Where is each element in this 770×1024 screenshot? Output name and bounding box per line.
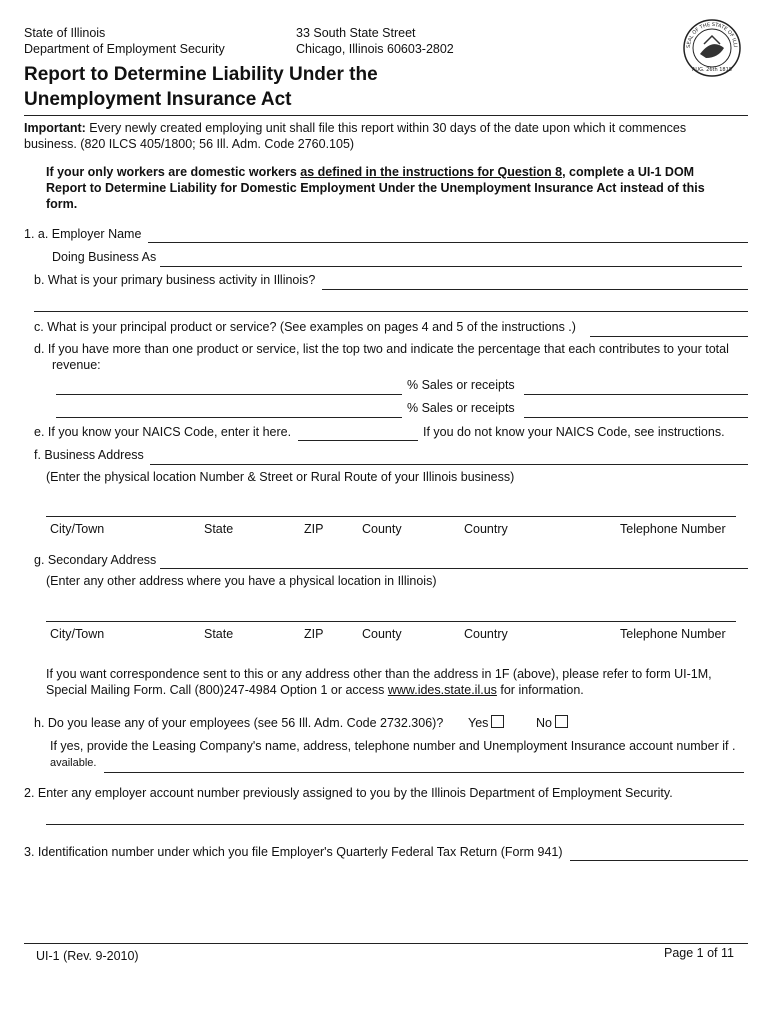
dba-label: Doing Business As — [52, 250, 157, 264]
yes-checkbox[interactable] — [491, 715, 504, 728]
no-checkbox[interactable] — [555, 715, 568, 728]
dba-field[interactable] — [160, 266, 742, 267]
page-title-line1: Report to Determine Liability Under the — [24, 64, 378, 85]
col2-telephone: Telephone Number — [620, 627, 726, 641]
domestic-note-line3: form. — [46, 197, 78, 211]
ides-website-link[interactable]: www.ides.state.il.us — [387, 683, 497, 697]
sales-2-field[interactable] — [524, 417, 748, 418]
business-address-field[interactable] — [150, 464, 748, 465]
employer-name-field[interactable] — [148, 242, 748, 243]
agency-state: State of Illinois — [24, 26, 106, 40]
leasing-company-field[interactable] — [104, 772, 744, 773]
secondary-address-label: g. Secondary Address — [34, 553, 157, 567]
lease-employees-label: h. Do you lease any of your employees (see 56 Ill. Adm. Code 2732.306)? — [34, 716, 444, 730]
col-state: State — [204, 522, 234, 536]
principal-product-label: c. What is your principal product or service? (See examples on pages 4 and 5 of the instructions .) — [34, 320, 576, 334]
prior-account-field[interactable] — [46, 824, 744, 825]
agency-department: Department of Employment Security — [24, 42, 225, 56]
important-line1: Important: Every newly created employing unit shall file this report within 30 days of the date upon which it commences — [24, 121, 687, 135]
leasing-note-line2: available. — [50, 757, 97, 769]
secondary-address-note: (Enter any other address where you have a physical location in Illinois) — [46, 574, 437, 588]
business-activity-field[interactable] — [322, 289, 748, 290]
domestic-instructions-link[interactable]: as defined in the instructions for Question 8 — [300, 165, 563, 179]
secondary-city-line[interactable] — [46, 621, 736, 622]
federal-id-label: 3. Identification number under which you file Employer's Quarterly Federal Tax Return (Form 941) — [24, 845, 563, 859]
naics-note: If you do not know your NAICS Code, see instructions. — [423, 425, 725, 439]
domestic-note-line1: If your only workers are domestic workers as defined in the instructions for Question 8, complete a UI-1 DOM — [46, 165, 695, 179]
sales-2-label: % Sales or receipts — [407, 401, 515, 415]
agency-street: 33 South State Street — [296, 26, 416, 40]
form-id: UI-1 (Rev. 9-2010) — [36, 949, 139, 963]
col-county: County — [362, 522, 402, 536]
page-title-line2: Unemployment Insurance Act — [24, 89, 292, 110]
naics-label: e. If you know your NAICS Code, enter it here. — [34, 425, 292, 439]
naics-field[interactable] — [298, 440, 418, 441]
principal-product-field[interactable] — [590, 336, 748, 337]
leasing-note-line1: If yes, provide the Leasing Company's name, address, telephone number and Unemployment Insurance account number if . — [50, 739, 736, 753]
sales-1-field[interactable] — [524, 394, 748, 395]
page-number: Page 1 of 11 — [664, 946, 734, 960]
secondary-address-field[interactable] — [160, 568, 748, 569]
illinois-seal-icon — [682, 18, 742, 78]
business-activity-field-2[interactable] — [34, 311, 748, 312]
col-zip: ZIP — [304, 522, 324, 536]
important-line2: business. (820 ILCS 405/1800; 56 Ill. Adm. Code 2760.105) — [24, 137, 355, 151]
col2-country: Country — [464, 627, 508, 641]
federal-id-field[interactable] — [570, 860, 748, 861]
col-telephone: Telephone Number — [620, 522, 726, 536]
business-city-line[interactable] — [46, 516, 736, 517]
business-activity-label: b. What is your primary business activity in Illinois? — [34, 273, 316, 287]
correspondence-line1: If you want correspondence sent to this or any address other than the address in 1F (above), please refer to form UI-1M, — [46, 667, 712, 681]
correspondence-line2: Special Mailing Form. Call (800)247-4984 Option 1 or access www.ides.state.il.us for information. — [46, 683, 584, 697]
col-city: City/Town — [50, 522, 105, 536]
col2-zip: ZIP — [304, 627, 324, 641]
business-address-note: (Enter the physical location Number & Street or Rural Route of your Illinois business) — [46, 470, 515, 484]
col2-city: City/Town — [50, 627, 105, 641]
col2-county: County — [362, 627, 402, 641]
title-divider — [24, 115, 748, 116]
footer-divider — [24, 943, 748, 944]
product-1-field[interactable] — [56, 394, 402, 395]
sales-1-label: % Sales or receipts — [407, 378, 515, 392]
agency-city: Chicago, Illinois 60603-2802 — [296, 42, 454, 56]
products-label-line2: revenue: — [52, 358, 101, 372]
svg-text:SEAL OF THE STATE OF ILLINOIS: SEAL OF THE STATE OF ILLI — [685, 21, 738, 49]
products-label-line1: d. If you have more than one product or service, list the top two and indicate the percentage that each contributes to your total — [34, 342, 729, 356]
employer-name-label: 1. a. Employer Name — [24, 227, 142, 241]
domestic-note-line2: Report to Determine Liability for Domestic Employment Under the Unemployment Insurance Act instead of this — [46, 181, 705, 195]
product-2-field[interactable] — [56, 417, 402, 418]
yes-option: Yes — [468, 716, 504, 730]
no-option: No — [536, 716, 568, 730]
col2-state: State — [204, 627, 234, 641]
svg-text:AUG. 26th 1818: AUG. 26th 1818 — [692, 67, 732, 73]
col-country: Country — [464, 522, 508, 536]
business-address-label: f. Business Address — [34, 448, 144, 462]
prior-account-label: 2. Enter any employer account number previously assigned to you by the Illinois Department of Employment Security. — [24, 786, 673, 800]
